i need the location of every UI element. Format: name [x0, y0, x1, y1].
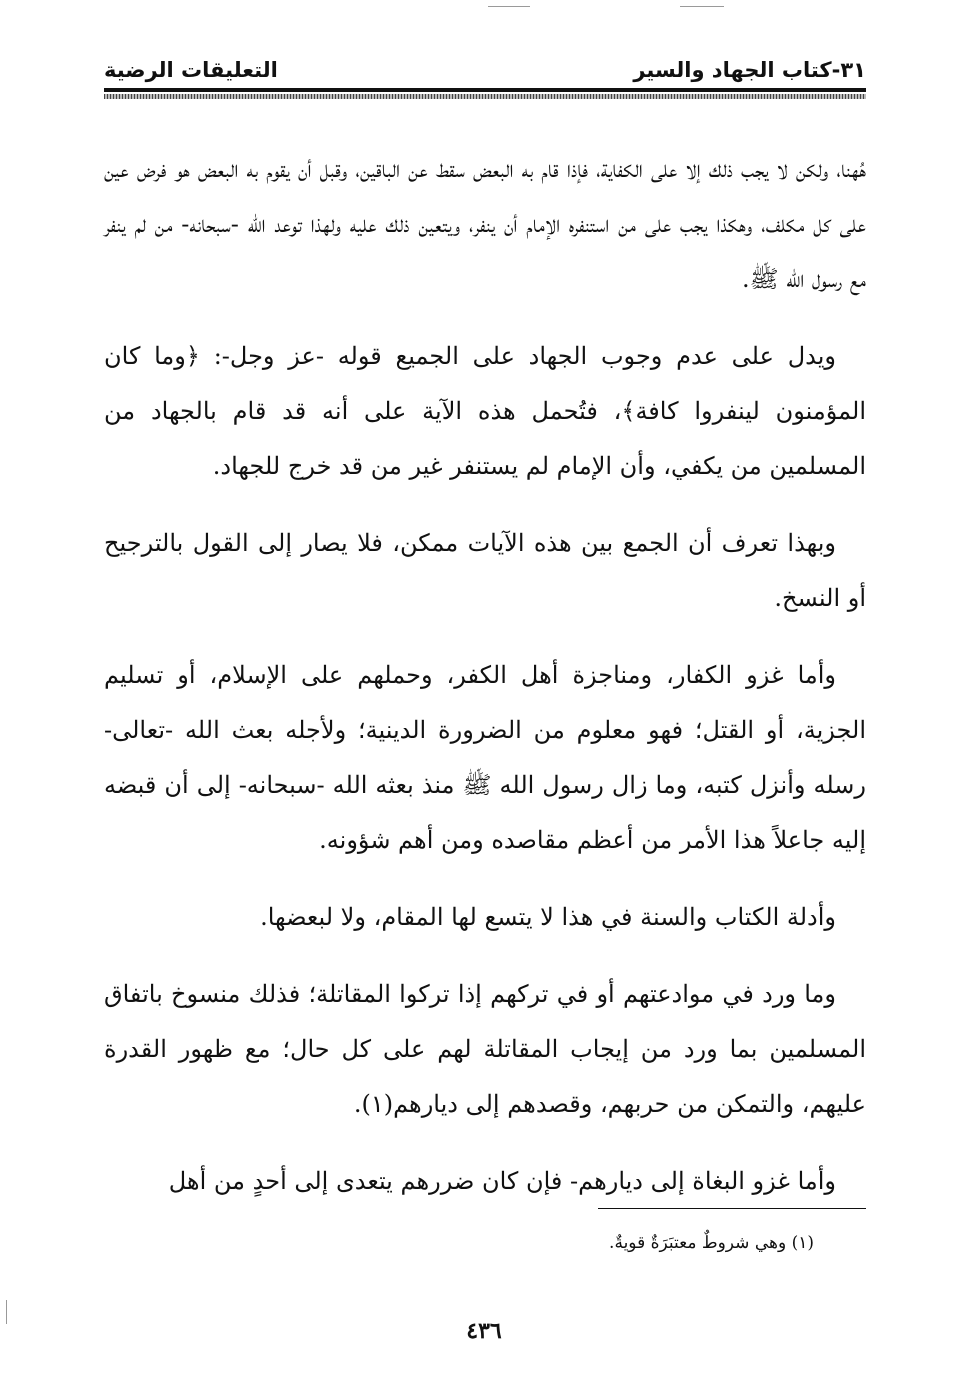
header-rule-hatch [104, 94, 866, 99]
paragraph: وبهذا تعرف أن الجمع بين هذه الآيات ممكن، فلا يصار إلى القول بالترجيح أو النسخ. [104, 529, 866, 612]
scan-artifact-line [680, 6, 724, 7]
page-number: ٤٣٦ [466, 1318, 502, 1344]
header-rule-thick [104, 88, 866, 92]
body-text [104, 142, 866, 1231]
scan-artifact-line [488, 6, 530, 7]
paragraph: وأدلة الكتاب والسنة في هذا لا يتسع لها المقام، ولا لبعضها. [260, 903, 836, 931]
paragraph: ويدل على عدم وجوب الجهاد على الجميع قوله -عز وجل-: ﴿وما كان المؤمنون لينفروا كافة﴾، فتُحمل هذه الآية على أنه قد قام بالجهاد من المسلمين من يكفي، وأن الإمام لم يستنفر غير من قد خرج للجهاد. [104, 342, 866, 480]
paragraph: وأما غزو الكفار، ومناجزة أهل الكفر، وحملهم على الإسلام، أو تسليم الجزية، أو القتل؛ فهو معلوم من الضرورة الدينية؛ ولأجله بعث الله -تعالى- رسله وأنزل كتبه، وما زال رسول الله ﷺ منذ بعثه الله -سبحانه- إلى أن قبضه إليه جاعلاً هذا الأمر من أعظم مقاصده ومن أهم شؤونه. [104, 661, 866, 854]
paragraph: وما ورد في موادعتهم أو في تركهم إذا تركوا المقاتلة؛ فذلك منسوخ باتفاق المسلمين بما ورد من إيجاب المقاتلة لهم على كل حال؛ مع ظهور القدرة عليهم، والتمكن من حربهم، وقصدهم إلى ديارهم(١). [104, 980, 866, 1118]
scan-artifact-tick [6, 1300, 7, 1324]
paragraph: هُهنا، ولكن لا يجب ذلك إلا على الكفاية، فإذا قام به البعض سقط عن الباقين، وقبل أن يقوم به البعض هو فرض عين على كل مكلف، وهكذا يجب على من استنفره الإمام أن ينفر، ويتعين ذلك عليه ولهذا توعد الله -سبحانه- من لم ينفر مع رسول الله ﷺ. [104, 155, 866, 293]
footnote-separator [598, 1208, 866, 1209]
header-rule [104, 88, 866, 100]
chapter-title: ٣١-كتاب الجهاد والسير [633, 58, 866, 82]
paragraph: وأما غزو البغاة إلى ديارهم- فإن كان ضررهم يتعدى إلى أحدٍ من أهل [168, 1167, 836, 1195]
book-title: التعليقات الرضية [104, 58, 278, 82]
running-header [104, 52, 866, 92]
footnote: (١) وهي شروطٌ معتبَرَةٌ قويةٌ. [609, 1233, 814, 1253]
